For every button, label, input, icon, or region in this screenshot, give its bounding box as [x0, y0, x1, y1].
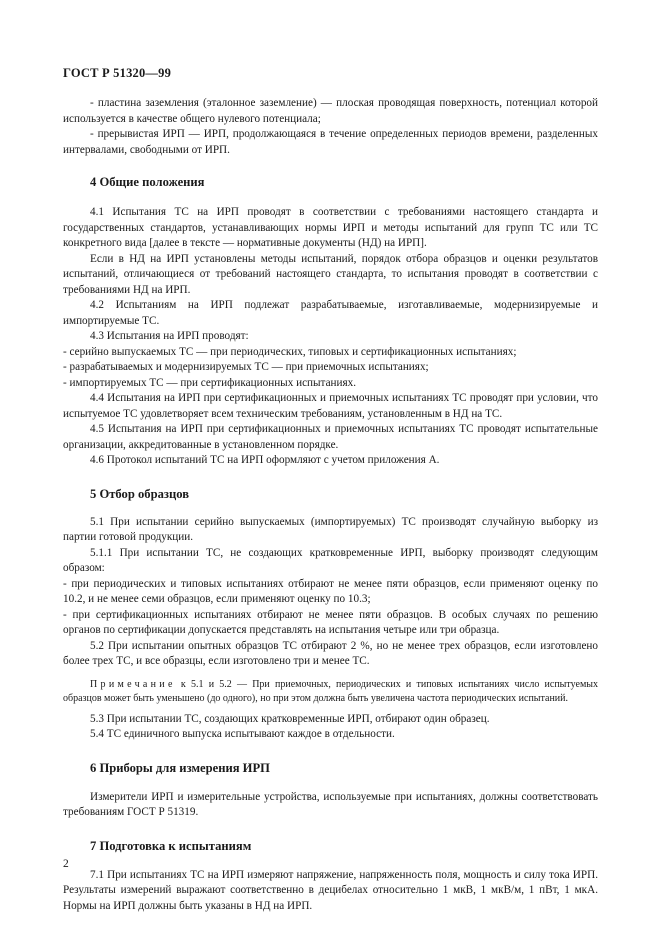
note-text: к 5.1 и 5.2 — При приемочных, периодических и типовых испытаниях число испытуемых образцов может быть уменьшено (до одного), но при этом должна быть увеличена частота периодических испытаний.: [63, 678, 598, 704]
list-item-imported: - импортируемых ТС — при сертификационных испытаниях.: [63, 376, 357, 389]
paragraph-5-2: 5.2 При испытании опытных образцов ТС отбирают 2 %, но не менее трех образцов, если изготовлено более трех ТС, и все образцы, если изготовлено три и менее ТС.: [63, 639, 598, 667]
list-item-developed: - разрабатываемых и модернизируемых ТС — при приемочных испытаниях;: [63, 361, 429, 373]
section-7-heading: 7 Подготовка к испытаниям: [90, 838, 252, 853]
paragraph-4-6: 4.6 Протокол испытаний ТС на ИРП оформляют с учетом приложения А.: [90, 454, 440, 466]
definition-grounding-plate: - пластина заземления (эталонное заземление) — плоская проводящая поверхность, потенциал которой используется в качестве общего нулевого потенциала;: [63, 97, 598, 125]
definition-intermittent-interference: - прерывистая ИРП — ИРП, продолжающаяся в течение определенных периодов времени, разделенных интервалами, свободными от ИРП.: [63, 128, 598, 156]
paragraph-6: Измерители ИРП и измерительные устройства, используемые при испытаниях, должны соответствовать требованиям ГОСТ Р 51319.: [63, 790, 598, 818]
paragraph-5-3: 5.3 При испытании ТС, создающих кратковременные ИРП, отбирают один образец.: [90, 712, 490, 725]
note-label: Примечание: [90, 678, 176, 690]
paragraph-5-4: 5.4 ТС единичного выпуска испытывают каждое в отдельности.: [90, 728, 395, 740]
list-item-certification: - при сертификационных испытаниях отбирают не менее пяти образцов. В особых случаях по решению органов по сертификации допускается представлять на испытания четыре или три образца.: [63, 608, 598, 636]
document-header: ГОСТ Р 51320—99: [63, 66, 172, 80]
paragraph-4-3: 4.3 Испытания на ИРП проводят:: [90, 330, 249, 342]
list-item-periodic: - при периодических и типовых испытаниях отбирают не менее пяти образцов, если применяют оценку по 10.2, и не менее семи образцов, если применяют оценку по 10.3;: [63, 577, 598, 605]
paragraph-4-1: 4.1 Испытания ТС на ИРП проводят в соответствии с требованиями настоящего стандарта и государственных стандартов, устанавливающих нормы ИРП и методы испытаний для групп ТС или ТС конкретного вида [далее в тексте — нормативные документы (НД) на ИРП].: [63, 206, 598, 249]
paragraph-4-2: 4.2 Испытаниям на ИРП подлежат разрабатываемые, изготавливаемые, модернизируемые и импортируемые ТС.: [63, 299, 598, 327]
paragraph-4-5: 4.5 Испытания на ИРП при сертификационных и приемочных испытаниях ТС проводят испытательные организации, аккредитованные в установленном порядке.: [63, 423, 598, 451]
paragraph-4-4: 4.4 Испытания на ИРП при сертификационных и приемочных испытаниях ТС проводят при условии, что испытуемое ТС удовлетворяет всем техническим требованиям, установленным в НД на ТС.: [63, 392, 598, 420]
paragraph-7-1: 7.1 При испытаниях ТС на ИРП измеряют напряжение, напряженность поля, мощность и силу тока ИРП. Результаты измерений выражают соответственно в децибелах относительно 1 мкВ, 1 мкВ/м, 1 пВт, 1 мкА. Нормы на ИРП должны быть указаны в НД на ИРП.: [63, 868, 598, 912]
section-5-heading: 5 Отбор образцов: [90, 486, 190, 501]
note-5: [63, 678, 598, 707]
list-item-serial: - серийно выпускаемых ТС — при периодических, типовых и сертификационных испытаниях;: [63, 345, 517, 358]
section-4-heading: 4 Общие положения: [90, 175, 205, 189]
section-6-heading: 6 Приборы для измерения ИРП: [90, 760, 270, 775]
page-number: 2: [63, 858, 69, 870]
paragraph-5-1: 5.1 При испытании серийно выпускаемых (импортируемых) ТС производят случайную выборку из партии готовой продукции.: [63, 515, 598, 543]
paragraph-4-1-b: Если в НД на ИРП установлены методы испытаний, порядок отбора образцов и оценки результатов испытаний, отличающиеся от требований настоящего стандарта, то испытания проводят в соответствии с требованиями НД на ИРП.: [63, 252, 598, 296]
paragraph-5-1-1: 5.1.1 При испытании ТС, не создающих кратковременные ИРП, выборку производят следующим образом:: [63, 546, 598, 574]
document-body: [63, 96, 598, 914]
